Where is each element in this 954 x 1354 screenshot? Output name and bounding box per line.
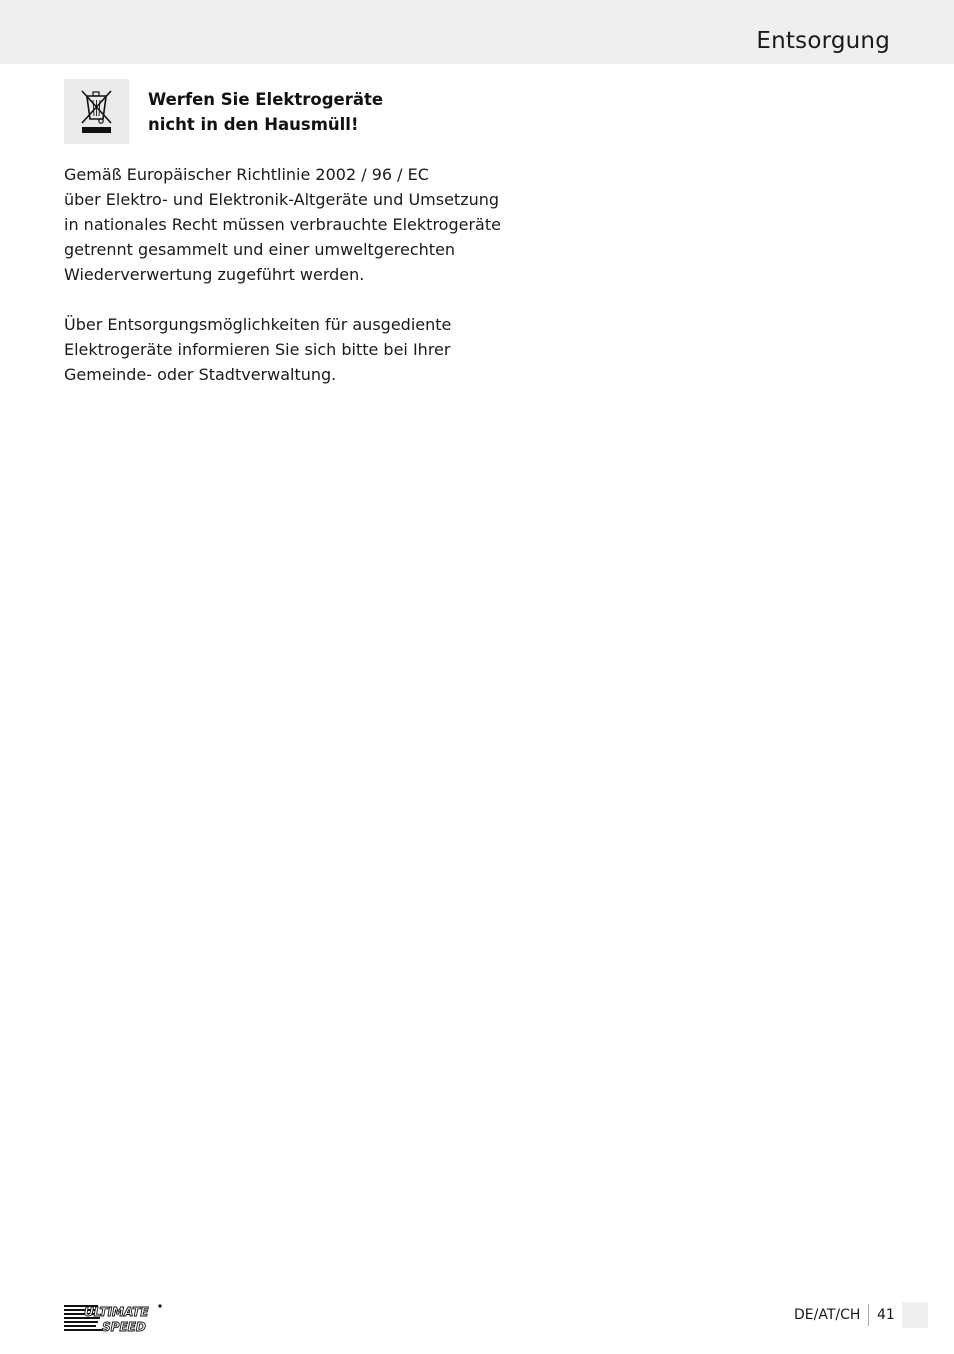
paragraph-line: Elektrogeräte informieren Sie sich bitte bei Ihrer — [64, 340, 451, 359]
header-band — [0, 0, 954, 64]
footer-region: DE/AT/CH — [794, 1307, 861, 1323]
logo-word-ultimate: ULTIMATE — [84, 1305, 149, 1319]
paragraph-line: Gemeinde- oder Stadtverwaltung. — [64, 365, 337, 384]
warning-line: Werfen Sie Elektrogeräte — [148, 90, 384, 109]
paragraph-line: über Elektro- und Elektronik-Altgeräte und Umsetzung — [64, 190, 500, 209]
paragraph-line: getrennt gesammelt und einer umweltgerechten — [64, 240, 456, 259]
footer-corner-box — [902, 1302, 928, 1328]
footer-divider — [868, 1304, 869, 1326]
paragraph-directive — [64, 162, 501, 287]
crossed-out-wheelie-bin-icon — [64, 79, 129, 144]
paragraph-line: Gemäß Europäischer Richtlinie 2002 / 96 / EC — [64, 165, 429, 184]
ultimate-speed-logo-icon — [64, 1302, 164, 1334]
paragraph-line: in nationales Recht müssen verbrauchte Elektrogeräte — [64, 215, 501, 234]
paragraph-line: Über Entsorgungsmöglichkeiten für ausgediente — [64, 315, 452, 334]
paragraph-line: Wiederverwertung zugeführt werden. — [64, 265, 365, 284]
page-title: Entsorgung — [756, 28, 890, 54]
paragraph-disposal-info — [64, 312, 484, 387]
page-number: 41 — [877, 1307, 895, 1323]
warning-line: nicht in den Hausmüll! — [148, 115, 359, 134]
logo-word-speed: SPEED — [102, 1320, 146, 1334]
warning-text — [148, 87, 383, 137]
weee-symbol-box — [64, 79, 129, 144]
